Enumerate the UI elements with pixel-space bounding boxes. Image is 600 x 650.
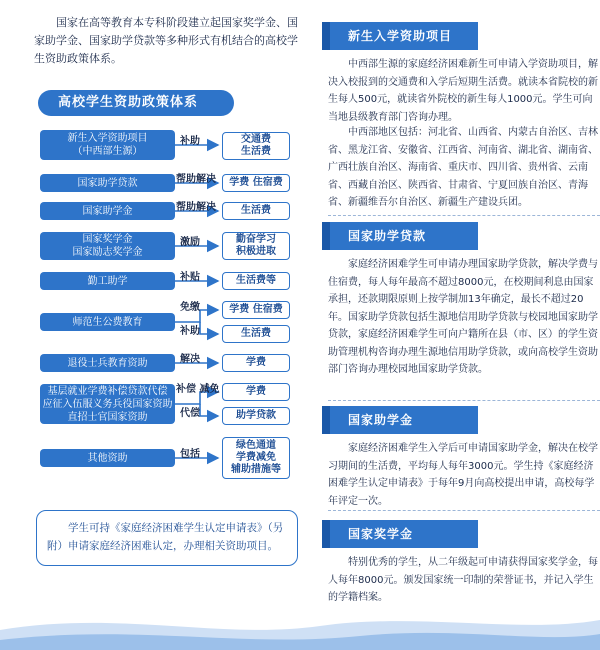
rbox-living-etc-label: 生活费等 [236, 275, 276, 286]
lbox-teacher-edu-label: 师范生公费教育 [72, 316, 143, 328]
lbox-loan-label: 国家助学贷款 [77, 177, 138, 189]
rbox-loan-repay [222, 407, 290, 425]
action-label-2: 帮助解决 [176, 174, 216, 185]
divider [328, 215, 600, 216]
action-label-8: 解决 [180, 354, 200, 365]
section-new-student-paragraph-1: 中西部生源的家庭经济困难新生可申请入学资助项目，解决入校报到的交通费和入学后短期生活费。就读本省院校的新生每人500元，就读省外院校的新生每人1000元。学生可向当地县级教育部门咨询办理。 [328, 59, 598, 123]
arrow-7 [200, 322, 218, 334]
rbox-tuition-housing-1-label: 学费 住宿费 [229, 177, 283, 188]
section-title-grant: 国家助学金 [328, 406, 478, 434]
lbox-other-label: 其他资助 [87, 452, 128, 464]
rbox-other-measures-line2: 学费减免 [236, 452, 276, 463]
lbox-other [40, 449, 175, 467]
action-label-9: 补偿 减免 [176, 384, 220, 395]
rbox-loan-repay-label: 助学贷款 [236, 410, 276, 421]
rbox-tuition-2-label: 学费 [246, 386, 266, 397]
lbox-scholarship-line2: 国家励志奖学金 [72, 247, 143, 258]
section-new-student-paragraph-2: 中西部地区包括：河北省、山西省、内蒙古自治区、吉林省、黑龙江省、安徽省、江西省、河南省、湖北省、湖南省、广西壮族自治区、海南省、重庆市、四川省、贵州省、云南省、西藏自治区、陕西省、甘肃省、宁夏回族自治区、青海省、新疆维吾尔自治区、新疆生产建设兵团。 [328, 127, 598, 208]
section-scholarship-paragraph: 特别优秀的学生，从二年级起可申请获得国家奖学金，每人每年8000元。颁发国家统一印制的荣誉证书，并记入学生的学籍档案。 [328, 557, 598, 603]
rbox-diligence-line2: 积极进取 [236, 246, 276, 257]
system-title: 高校学生资助政策体系 [38, 90, 234, 116]
action-label-1: 补助 [180, 136, 200, 147]
divider [328, 400, 600, 401]
rbox-living-2 [222, 325, 290, 343]
lbox-scholarship-line1: 国家奖学金 [82, 234, 133, 245]
action-label-6: 免缴 [180, 302, 200, 313]
lbox-grant [40, 202, 175, 220]
lbox-scholarship [40, 232, 175, 260]
lbox-work-study-label: 勤工助学 [87, 275, 128, 287]
rbox-diligence-line1: 勤奋学习 [236, 234, 276, 245]
lbox-grant-label: 国家助学金 [82, 205, 133, 217]
rbox-tuition-1 [222, 354, 290, 372]
rbox-tuition-2 [222, 383, 290, 401]
lbox-new-student [40, 130, 175, 160]
action-label-4: 激励 [180, 237, 200, 248]
rbox-tuition-housing-2 [222, 301, 290, 319]
rbox-other-measures-line3: 辅助措施等 [231, 464, 281, 475]
action-label-5: 补贴 [180, 272, 200, 283]
section-title-new-student: 新生入学资助项目 [328, 22, 478, 50]
rbox-diligence [222, 232, 290, 260]
rbox-living-2-label: 生活费 [241, 328, 271, 339]
section-loan-paragraph: 家庭经济困难学生可申请办理国家助学贷款，解决学费与住宿费，每人每年最高不超过8000元，在校期间利息由国家承担，还款期限原则上按学制加13年确定，最长不超过20年。国家助学贷款包括生源地信用助学贷款与校园地国家助学贷款，家庭经济困难学生可向户籍所在县（市、区）的学生资助管理机构咨询办理生源地信用助学贷款，或向高校学生资助部门咨询办理校园地国家助学贷款。 [328, 259, 598, 375]
arrow-10 [200, 404, 218, 416]
lbox-new-student-line1: 新生入学资助项目 [67, 133, 148, 144]
lbox-grassroots [40, 384, 175, 424]
divider [328, 510, 600, 511]
lbox-veteran-label: 退役士兵教育资助 [67, 357, 148, 369]
lbox-grassroots-line3: 直招士官国家资助 [67, 411, 148, 423]
application-note: 学生可持《家庭经济困难学生认定申请表》（另附）申请家庭经济困难认定，办理相关资助项目。 [36, 510, 298, 566]
intro-paragraph: 国家在高等教育本专科阶段建立起国家奖学金、国家助学金、国家助学贷款等多种形式有机结合的高校学生资助政策体系。 [34, 16, 298, 65]
rbox-living-1 [222, 202, 290, 220]
rbox-tuition-1-label: 学费 [246, 357, 266, 368]
action-label-10: 代偿 [180, 408, 200, 419]
lbox-veteran [40, 354, 175, 372]
rbox-living-etc [222, 272, 290, 290]
section-title-scholarship: 国家奖学金 [328, 520, 478, 548]
section-title-loan: 国家助学贷款 [328, 222, 478, 250]
policy-details-panel [316, 0, 600, 650]
lbox-loan [40, 174, 175, 192]
lbox-teacher-edu [40, 313, 175, 331]
action-label-11: 包括 [180, 449, 200, 460]
decorative-wave [0, 590, 600, 650]
rbox-other-measures-line1: 绿色通道 [236, 440, 276, 451]
lbox-grassroots-line2: 应征入伍服义务兵役国家资助 [42, 398, 173, 410]
lbox-grassroots-line1: 基层就业学费补偿贷款代偿 [47, 385, 168, 397]
lbox-new-student-line2: （中西部生源） [72, 146, 143, 157]
rbox-travel-living [222, 132, 290, 160]
action-label-7: 补助 [180, 326, 200, 337]
rbox-tuition-housing-1 [222, 174, 290, 192]
rbox-living-1-label: 生活费 [241, 205, 271, 216]
rbox-tuition-housing-2-label: 学费 住宿费 [229, 304, 283, 315]
lbox-work-study [40, 272, 175, 290]
rbox-travel-living-line1: 交通费 [241, 134, 271, 145]
section-grant-paragraph: 家庭经济困难学生入学后可申请国家助学金，解决在校学习期间的生活费，平均每人每年3000元。学生持《家庭经济困难学生认定申请表》于每年9月向高校提出申请，高校每学年评定一次。 [328, 443, 598, 507]
rbox-travel-living-line2: 生活费 [241, 146, 271, 157]
rbox-other-measures [222, 437, 290, 479]
action-label-3: 帮助解决 [176, 202, 216, 213]
